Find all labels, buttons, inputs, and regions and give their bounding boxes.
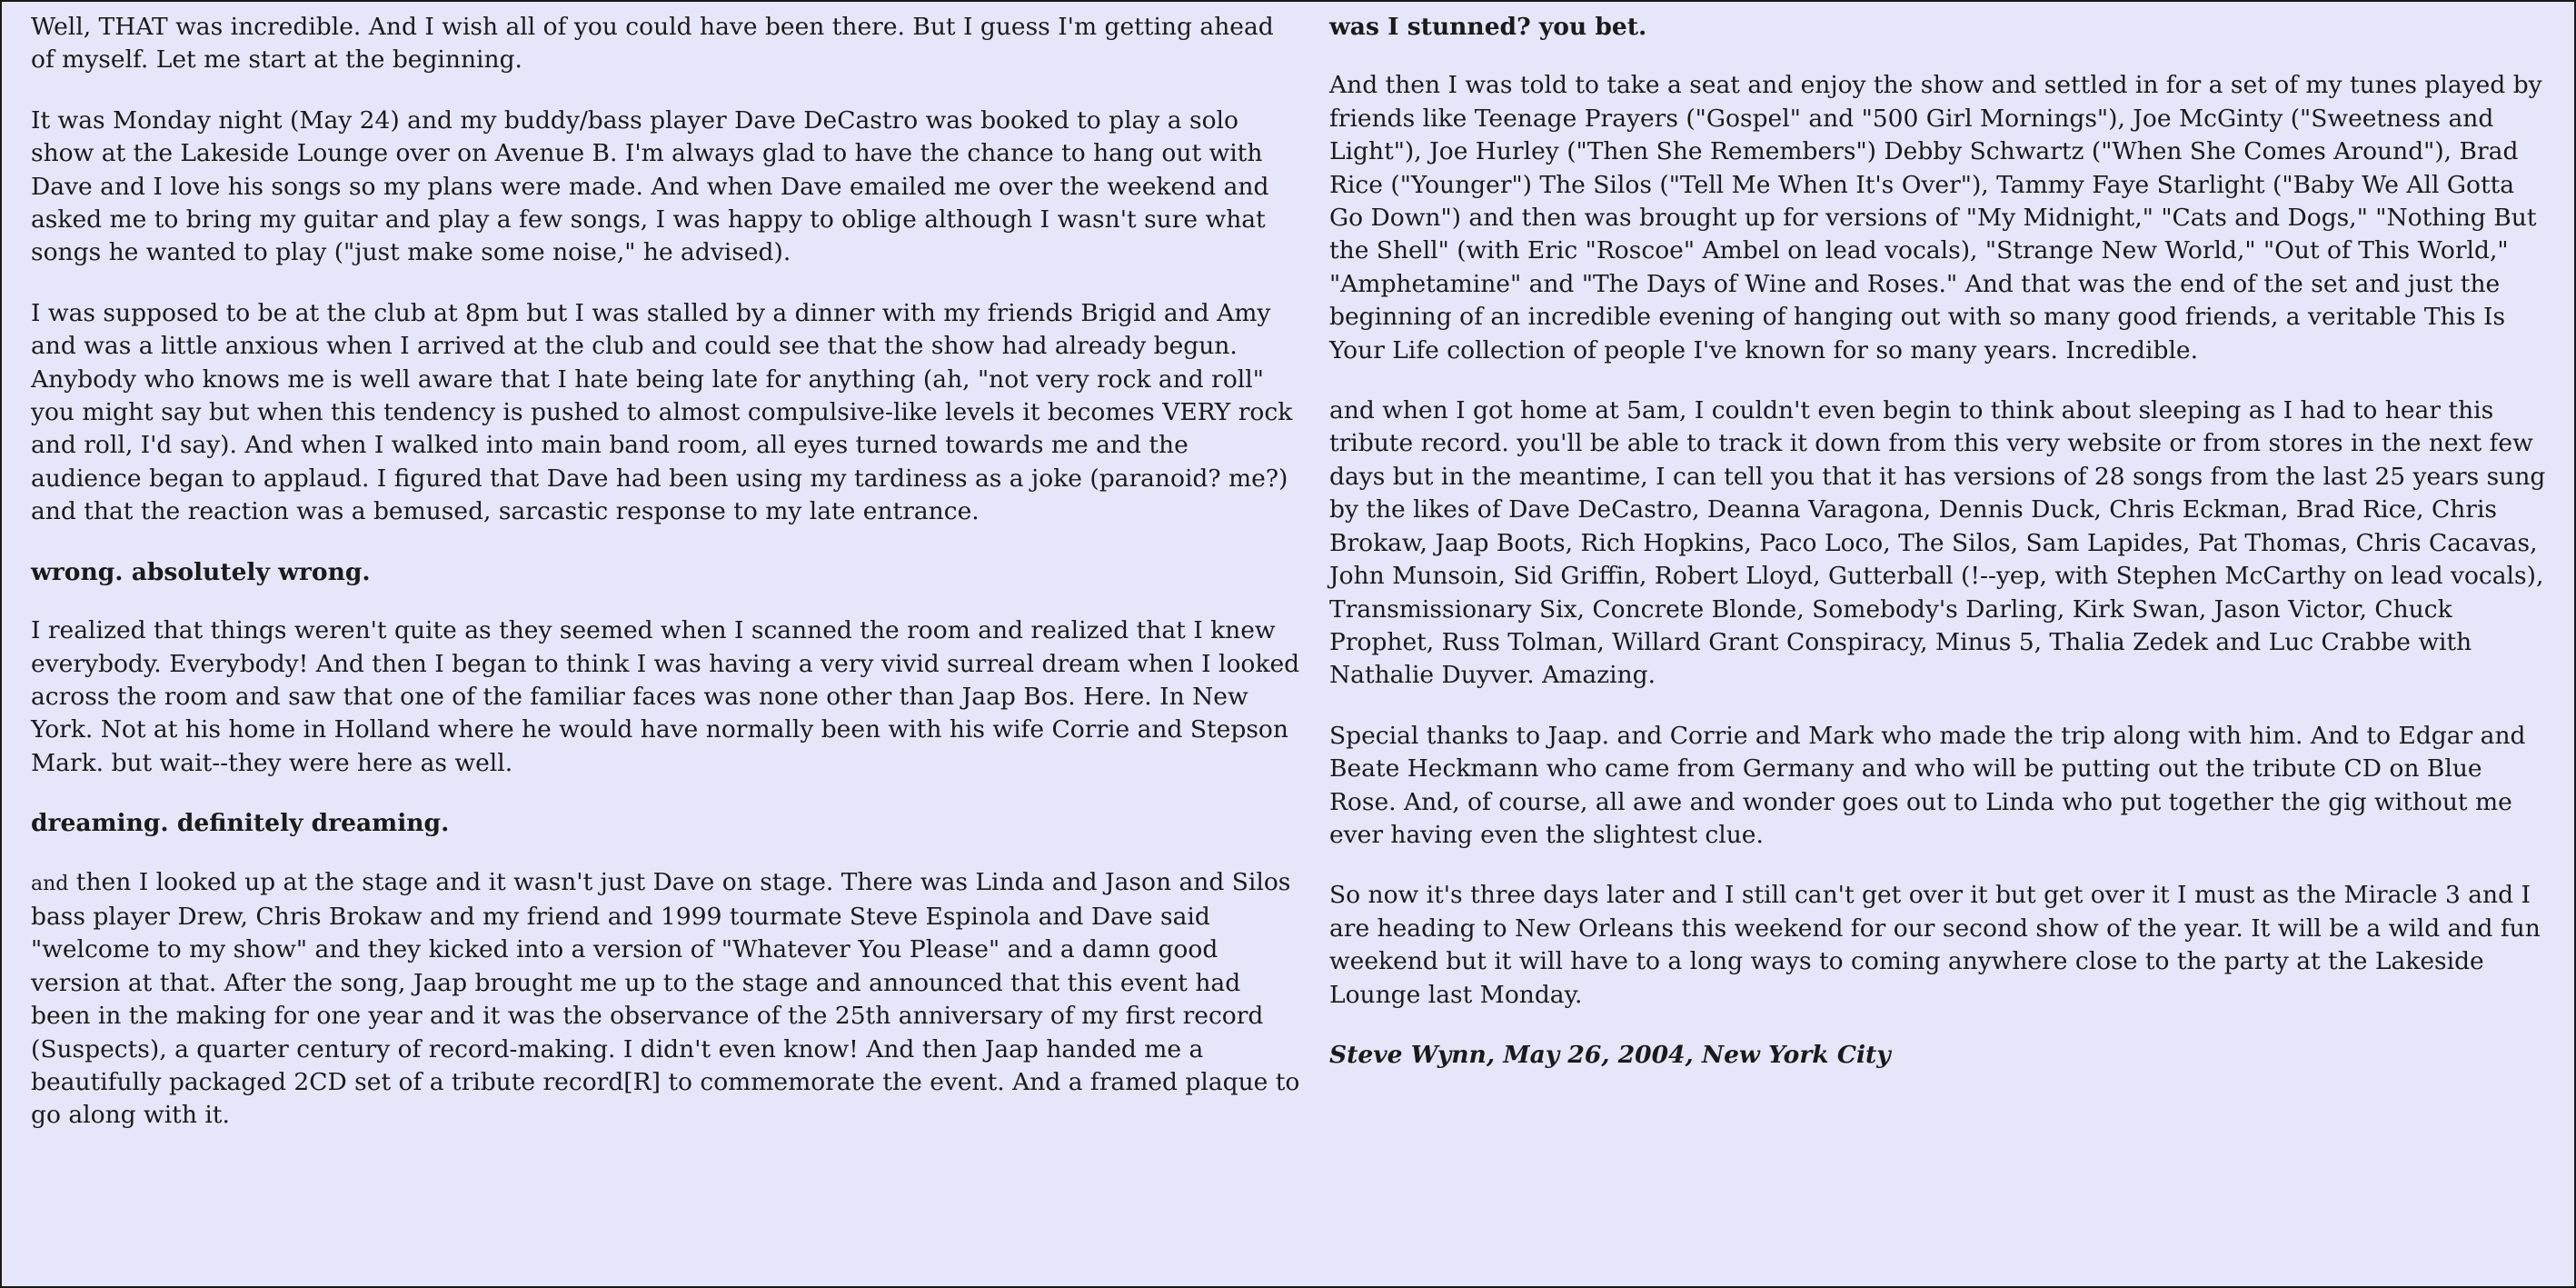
paragraph-stage-lead: and xyxy=(31,872,69,895)
paragraph-realized: I realized that things weren't quite as they seemed when I scanned the room and realized that I knew everybody. Everybody! And then I began to think I was having a very vivid surreal dream when I looked across the room and saw that one of the familiar faces was none other than Jaap Bos. Here. In New York. Not at his home in Holland where he would have normally been with his wife Corrie and Stepson Mark. but wait--they were here as well. xyxy=(31,616,1300,777)
paragraph-special-thanks: Special thanks to Jaap. and Corrie and Mark who made the trip along with him. And to Edgar and Beate Heckmann who came from Germany and who will be putting out the tribute CD on Blue Rose. And, of course, all awe and wonder goes out to Linda who put together the gig without me ever having even the slightest clue. xyxy=(1328,721,2526,849)
paragraph-intro: Well, THAT was incredible. And I wish all of you could have been there. But I guess I'm getting ahead of myself. Let me start at the beginning. xyxy=(31,13,1274,75)
heading-dreaming: dreaming. definitely dreaming. xyxy=(31,809,450,838)
right-column xyxy=(1300,2,2574,1286)
heading-stunned: was I stunned? you bet. xyxy=(1328,13,1647,41)
signature: Steve Wynn, May 26, 2004, New York City xyxy=(1328,1040,1891,1069)
paragraph-tribute-record: and when I got home at 5am, I couldn't even begin to think about sleeping as I had to hear this tribute record. you'll be able to track it down from this very website or from stores in the next few days but in the meantime, I can tell you that it has versions of 28 songs from the last 25 years sung by the likes of Dave DeCastro, Deanna Varagona, Dennis Duck, Chris Eckman, Brad Rice, Chris Brokaw, Jaap Boots, Rich Hopkins, Paco Loco, The Silos, Sam Lapides, Pat Thomas, Chris Cacavas, John Munsoin, Sid Griffin, Robert Lloyd, Gutterball (!--yep, with Stephen McCarthy on lead vocals), Transmissionary Six, Concrete Blonde, Somebody's Darling, Kirk Swan, Jason Victor, Chuck Prophet, Russ Tolman, Willard Grant Conspiracy, Minus 5, Thalia Zedek and Luc Crabbe with Nathalie Duyver. Amazing. xyxy=(1328,396,2546,690)
left-column xyxy=(2,2,1300,1286)
paragraph-stage-body: then I looked up at the stage and it wasn't just Dave on stage. There was Linda and Jason and Silos bass player Drew, Chris Brokaw and my friend and 1999 tourmate Steve Espinola and Dave said "welcome to my show" and they kicked into a version of "Whatever You Please" and a damn good version at that. After the song, Jaap brought me up to the stage and announced that this event had been in the making for one year and it was the observance of the 25th anniversary of my first record (Suspects), a quarter century of record-making. I didn't even know! And then Jaap handed me a beautifully packaged 2CD set of a tribute record[R] to commemorate the event. And a framed plaque to go along with it. xyxy=(31,867,1300,1130)
paragraph-stage xyxy=(31,866,1300,1133)
heading-wrong: wrong. absolutely wrong. xyxy=(31,557,371,586)
paragraph-new-orleans: So now it's three days later and I still can't get over it but get over it I must as the Miracle 3 and I are heading to New Orleans this weekend for our second show of the year. It will be a wild and fun weekend but it will have to a long ways to coming anywhere close to the party at the Lakeside Lounge last Monday. xyxy=(1328,881,2541,1009)
paragraph-late-arrival: I was supposed to be at the club at 8pm but I was stalled by a dinner with my friends Brigid and Amy and was a little anxious when I arrived at the club and could see that the show had already begun. Anybody who knows me is well aware that I hate being late for anything (ah, "not very rock and roll" you might say but when this tendency is pushed to almost compulsive-like levels it becomes VERY rock and roll, I'd say). And when I walked into main band room, all eyes turned towards me and the audience began to applaud. I figured that Dave had been using my tardiness as a joke (paranoid? me?) and that the reaction was a bemused, sarcastic response to my late entrance. xyxy=(31,298,1293,526)
paragraph-monday-night: It was Monday night (May 24) and my buddy/bass player Dave DeCastro was booked to play a solo show at the Lakeside Lounge over on Avenue B. I'm always glad to have the chance to hang out with Dave and I love his songs so my plans were made. And when Dave emailed me over the weekend and asked me to bring my guitar and play a few songs, I was happy to oblige although I wasn't sure what songs he wanted to play ("just make some noise," he advised). xyxy=(31,105,1269,267)
paragraph-show-set: And then I was told to take a seat and enjoy the show and settled in for a set of my tunes played by friends like Teenage Prayers ("Gospel" and "500 Girl Mornings"), Joe McGinty ("Sweetness and Light"), Joe Hurley ("Then She Remembers") Debby Schwartz ("When She Comes Around"), Brad Rice ("Younger") The Silos ("Tell Me When It's Over"), Tammy Faye Starlight ("Baby We All Gotta Go Down") and then was brought up for versions of "My Midnight," "Cats and Dogs," "Nothing But the Shell" (with Eric "Roscoe" Ambel on lead vocals), "Strange New World," "Out of This World," "Amphetamine" and "The Days of Wine and Roses." And that was the end of the set and just the beginning of an incredible evening of hanging out with so many good friends, a veritable This Is Your Life collection of people I've known for so many years. Incredible. xyxy=(1328,71,2542,364)
